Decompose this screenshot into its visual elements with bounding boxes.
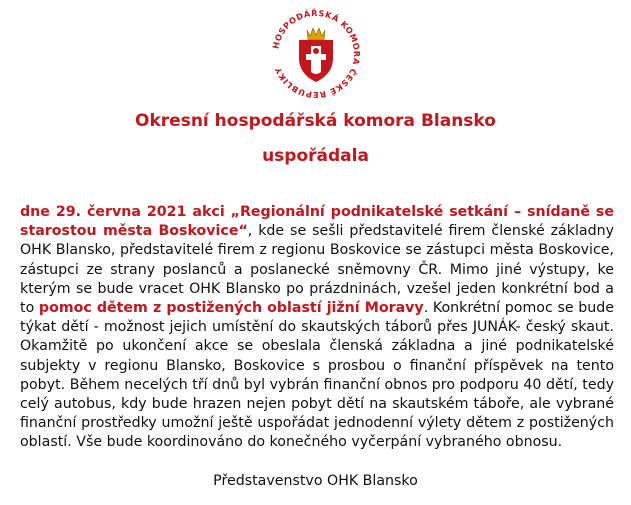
help-highlight: pomoc dětem z postižených oblastí jižní Moravy [38, 300, 424, 317]
event-highlight: dne 29. června 2021 akci „Regionální podnikatelské setkání – snídaně se starostou města Boskovice“ [20, 204, 614, 240]
shield-emblem-dot [313, 48, 319, 54]
article-text-part-1: , kde se sešli představitelé firem členské základny OHK Blansko, představitelé firem z regionu Boskovice se zástupci města Boskovice, zástupci ze strany poslanců a poslanecké sněmovny ČR. Mimo jiné výstupy, ke kterým se bude vracet OHK Blansko po prázdninách, vzešel jeden konkrétní bod a to [20, 223, 614, 317]
logo-ring-text: HOSPODÁŘSKÁ KOMORA ČESKÉ REPUBLIKY [270, 7, 363, 101]
organization-title: Okresní hospodářská komora Blansko [135, 111, 496, 131]
chamber-logo [266, 4, 366, 104]
article-text-part-2: . Konkrétní pomoc se bude týkat dětí - možnost jejich umístění do skautských táborů přes JUNÁK- český skaut. Okamžitě po ukončení akce se obeslala členská základna a jiné podnikatelské subjekty v regionu Blansko, Boskovice s prosbou o finanční příspěvek na tento pobyt. Během necelých tří dnů byl vybrán finanční obnos pro podporu 40 dětí, tedy celý autobus, kdy bude hrazen nejen pobyt dětí na skautském táboře, ale vybrané finanční prostředky umožní ještě uspořádat jednodenní výlety dětem z postižených oblastí. Vše bude koordinováno do konečného vyčerpání vybraného obnosu. [20, 300, 614, 451]
chamber-emblem-icon [266, 4, 366, 104]
signature: Představenstvo OHK Blansko [213, 473, 418, 489]
crown-shape [307, 28, 325, 40]
organized-subtitle: uspořádala [262, 146, 369, 166]
article-body [20, 203, 614, 453]
